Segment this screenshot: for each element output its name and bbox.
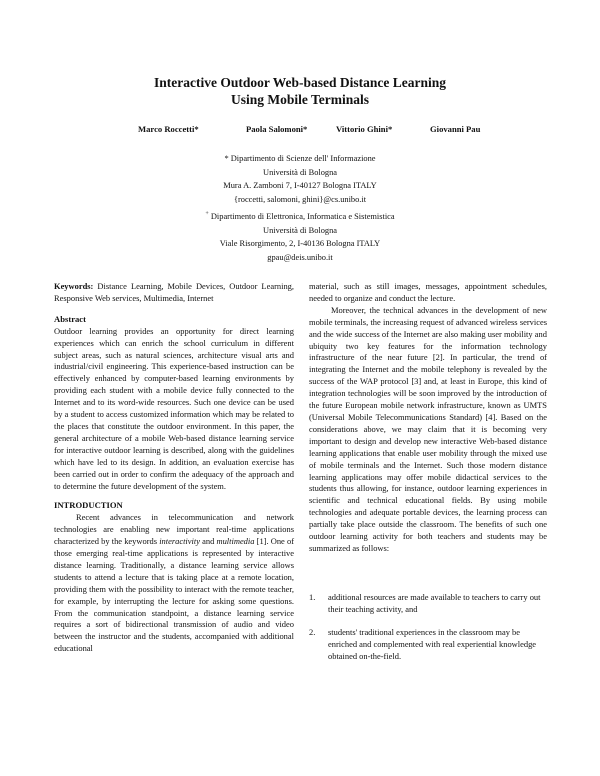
continued-paragraph: material, such as still images, messages, appointment schedules, needed to organize and conduct the lecture.	[309, 281, 547, 303]
list-text: additional resources are made available to teachers to carry out their teaching activity, and	[328, 592, 541, 614]
introduction-paragraph	[54, 512, 294, 655]
keywords-label: Keywords:	[54, 281, 94, 291]
keywords-text: Distance Learning, Mobile Devices, Outdoor Learning, Responsive Web services, Multimedia, Internet	[54, 281, 294, 303]
paper-title-line1: Interactive Outdoor Web-based Distance Learning	[154, 75, 446, 90]
affiliation-dept: Dipartimento di Elettronica, Informatica e Sistemistica	[210, 212, 395, 221]
affiliation-university: Università di Bologna	[263, 225, 337, 235]
intro-text: [1]. One of those emerging real-time applications is represented by interactive distance learning. Traditionally, a distance learning service allows students to attend a lecture that is taking place at a remote location, providing them with the possibility to interact with the remote teacher, for example, by interrupting the lecture for asking some questions. From the communication standpoint, a distance learning service requires a sort of bidirectional transmission of audio and video between the instructor and the students, accompanied with additional educational	[54, 536, 295, 654]
list-item	[309, 627, 547, 663]
intro-emphasis: multimedia	[216, 536, 255, 547]
affiliation-email: gpau@deis.unibo.it	[267, 252, 333, 262]
left-column	[54, 281, 294, 655]
mobile-paragraph: Moreover, the technical advances in the development of new mobile terminals, the increasing request of advanced wireless services and the wide success of the Internet are also making user mobility and ubiquity two key features for the information technology infrastructure of the near future [2]. In particular, the trend of integrating the Internet and the mobile telephony is revealed by the success of the WAP protocol [3] and, at least in Europe, this kind of integration technologies will be soon improved by the introduction of the future European mobile network infrastructure, known as UMTS (Universal Mobile Telecommunications Standard) [4]. Based on the considerations above, we may claim that it is becoming very important to design and develop new interactive Web-based distance learning applications that enable user mobility through the mixed use of mobile terminals and the Internet. Such those modern distance learning applications may offer mobile didactical services to the students thus allowing, for instance, outdoor learning experiences in scientific and technical educational fields. By using mobile technologies and adequate portable devices, the learning process can partially take place outside the classroom. The benefits of such one outdoor learning activity for both teachers and students may be summarized as follows:	[309, 304, 547, 553]
affiliation-dept: * Dipartimento di Scienze dell' Informazione	[224, 154, 376, 163]
affiliation-mark: +	[205, 211, 209, 218]
abstract-heading: Abstract	[54, 313, 86, 324]
list-number: 1.	[309, 592, 316, 602]
intro-text: Recent advances in telecommunication and network technologies are enabling new important real-time applications characterized by the keywords	[54, 512, 294, 547]
abstract-text: Outdoor learning provides an opportunity for direct learning experiences which can enrich the school curriculum in different subject areas, such as natural sciences, architecture visual arts and industrial/civil engineering. This experience-based instruction can be effectively enhanced by computer-based learning environments by providing each student with a mobile device fully connected to the Internet and to its word-wide resources. Such one device can be used by a student to access customized information which may be related to the places that constitute the outdoor environment. In this paper, the general architecture of a mobile Web-based distance learning service for interactive outdoor learning is described, along with the guidelines which have led to its design. In addition, an evaluation exercise has been carried out in order to confirm the adequacy of the approach and to determine the future development of the system.	[54, 325, 294, 491]
affiliation-email: {roccetti, salomoni, ghini}@cs.unibo.it	[233, 194, 367, 204]
author-name: Giovanni Pau	[430, 124, 481, 134]
list-number: 2.	[309, 627, 316, 637]
author-name: Paola Salomoni*	[246, 124, 308, 134]
affiliation-address: Mura A. Zamboni 7, I-40127 Bologna ITALY	[223, 181, 377, 191]
list-text: students' traditional experiences in the classroom may be enriched and complemented with real experiential knowledge obtained on-the-field.	[328, 627, 537, 661]
list-item	[309, 592, 547, 616]
intro-text: and	[199, 536, 217, 547]
author-name: Vittorio Ghini*	[336, 124, 393, 134]
introduction-heading: INTRODUCTION	[54, 500, 123, 511]
affiliation-address: Viale Risorgimento, 2, I-40136 Bologna ITALY	[219, 239, 381, 249]
keywords-paragraph	[54, 281, 294, 305]
author-name: Marco Roccetti*	[138, 124, 199, 134]
affiliation-2	[0, 210, 600, 264]
intro-emphasis: interactivity	[159, 536, 200, 547]
affiliation-1	[0, 152, 600, 206]
paper-title-line2: Using Mobile Terminals	[230, 92, 370, 107]
affiliation-university: Università di Bologna	[263, 167, 337, 177]
right-column	[309, 281, 547, 555]
